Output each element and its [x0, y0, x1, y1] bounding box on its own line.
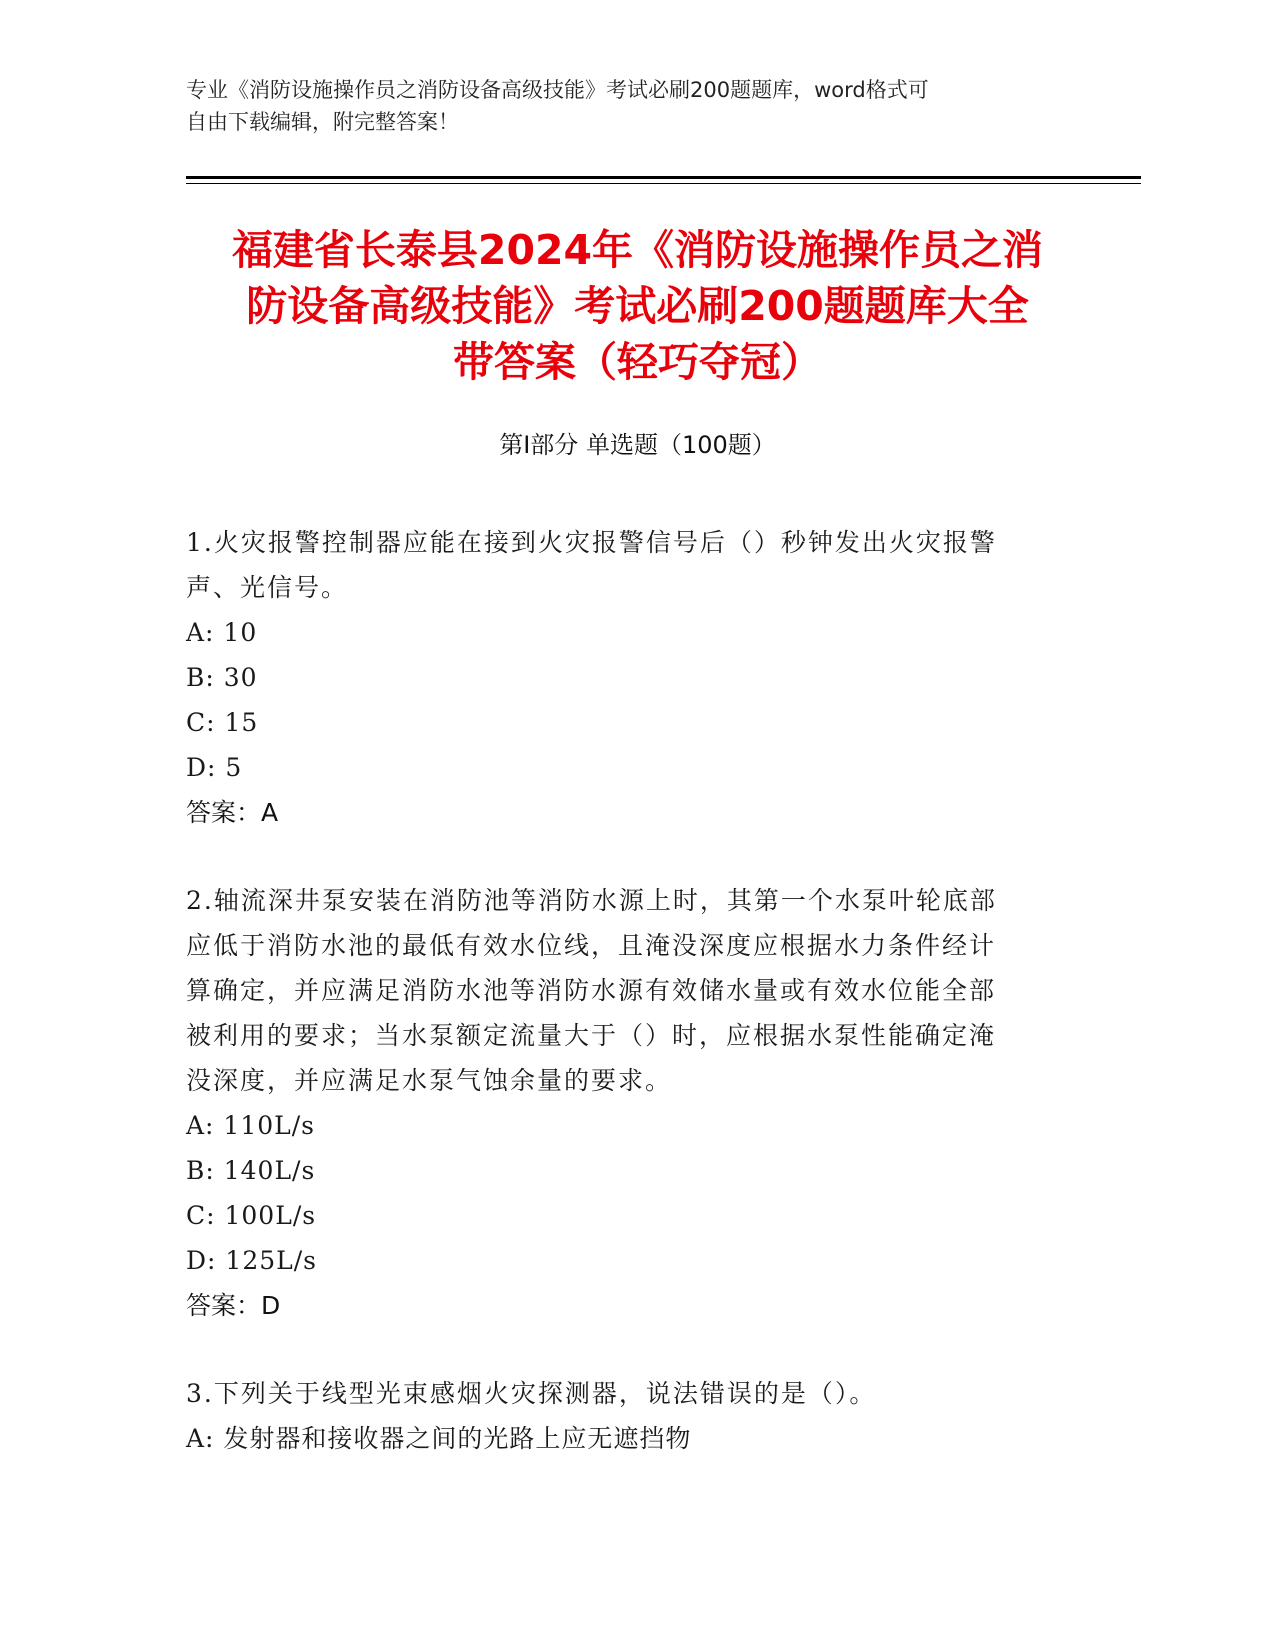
question-stem-line: 声、光信号。	[186, 573, 349, 602]
question-2	[186, 878, 1061, 1328]
option-b: B: 140L/s	[186, 1156, 316, 1185]
answer-line: 答案：A	[186, 798, 279, 827]
question-stem-line: 2.轴流深井泵安装在消防池等消防水源上时，其第一个水泵叶轮底部	[186, 886, 997, 915]
option-a: A: 110L/s	[186, 1111, 315, 1140]
header-note	[186, 74, 1066, 138]
question-list	[186, 520, 1061, 1504]
header-note-line: 专业《消防设施操作员之消防设备高级技能》考试必刷200题题库，word格式可	[186, 78, 929, 102]
question-stem-line: 没深度，并应满足水泵气蚀余量的要求。	[186, 1066, 673, 1095]
section-heading: 第Ⅰ部分 单选题（100题）	[499, 431, 776, 459]
option-a: A: 10	[186, 618, 258, 647]
option-d: D: 125L/s	[186, 1246, 317, 1275]
question-1	[186, 520, 1061, 835]
question-stem-line: 应低于消防水池的最低有效水位线，且淹没深度应根据水力条件经计	[186, 931, 997, 960]
question-3	[186, 1371, 1061, 1461]
option-c: C: 15	[186, 708, 259, 737]
header-divider-thick	[186, 176, 1141, 179]
question-stem-line: 1.火灾报警控制器应能在接到火灾报警信号后（）秒钟发出火灾报警	[186, 528, 997, 557]
option-a: A: 发射器和接收器之间的光路上应无遮挡物	[186, 1424, 692, 1453]
option-b: B: 30	[186, 663, 258, 692]
question-stem-line: 3.下列关于线型光束感烟火灾探测器，说法错误的是（）。	[186, 1379, 877, 1408]
option-c: C: 100L/s	[186, 1201, 317, 1230]
title-line: 带答案（轻巧夺冠）	[453, 338, 822, 386]
question-stem-line: 被利用的要求；当水泵额定流量大于（）时，应根据水泵性能确定淹	[186, 1021, 997, 1050]
document-title	[170, 222, 1105, 390]
header-divider-thin	[186, 183, 1141, 184]
title-line: 福建省长泰县2024年《消防设施操作员之消	[231, 226, 1044, 274]
header-note-line: 自由下载编辑，附完整答案！	[186, 110, 459, 134]
option-d: D: 5	[186, 753, 243, 782]
question-stem-line: 算确定，并应满足消防水池等消防水源有效储水量或有效水位能全部	[186, 976, 997, 1005]
title-line: 防设备高级技能》考试必刷200题题库大全	[246, 282, 1029, 330]
answer-line: 答案：D	[186, 1291, 281, 1320]
